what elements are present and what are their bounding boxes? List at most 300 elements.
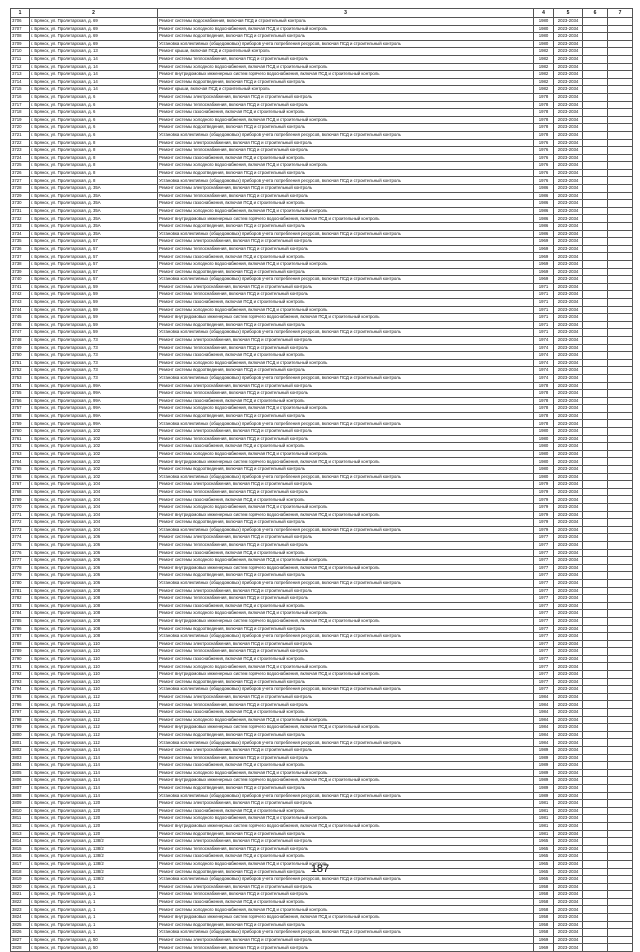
empty-cell: [608, 693, 633, 701]
row-number-cell: 3800: [11, 731, 30, 739]
address-cell: г. Брянск, ул. Пролетарская, д. 106: [30, 572, 158, 580]
period-cell: 2023-2034: [554, 769, 583, 777]
period-cell: 2023-2034: [554, 63, 583, 71]
period-cell: 2023-2034: [554, 838, 583, 846]
row-number-cell: 3818: [11, 868, 30, 876]
empty-cell: [583, 906, 608, 914]
year-cell: 1986: [534, 192, 554, 200]
work-type-cell: Ремонт системы теплоснабжения, включая ПСД и строительный контроль: [158, 192, 534, 200]
row-number-cell: 3746: [11, 321, 30, 329]
empty-cell: [583, 511, 608, 519]
work-type-cell: Ремонт системы холодного водоснабжения, включая ПСД и строительный контроль: [158, 716, 534, 724]
row-number-cell: 3733: [11, 223, 30, 231]
row-number-cell: 3767: [11, 481, 30, 489]
empty-cell: [608, 815, 633, 823]
work-type-cell: Ремонт системы водоотведения, включая ПСД и строительный контроль: [158, 33, 534, 41]
row-number-cell: 3790: [11, 655, 30, 663]
work-type-cell: Ремонт системы холодного водоснабжения, включая ПСД и строительный контроль: [158, 815, 534, 823]
table-row: [11, 245, 633, 253]
empty-cell: [608, 883, 633, 891]
period-cell: 2023-2034: [554, 101, 583, 109]
period-cell: 2023-2034: [554, 291, 583, 299]
col-1-header: 1: [11, 9, 30, 18]
empty-cell: [583, 169, 608, 177]
work-type-cell: Ремонт системы газоснабжения, включая ПСД и строительный контроль: [158, 443, 534, 451]
work-type-cell: Ремонт системы водоотведения, включая ПСД и строительный контроль: [158, 169, 534, 177]
row-number-cell: 3826: [11, 929, 30, 937]
table-row: [11, 815, 633, 823]
row-number-cell: 3777: [11, 557, 30, 565]
period-cell: 2023-2034: [554, 602, 583, 610]
table-row: [11, 777, 633, 785]
empty-cell: [583, 466, 608, 474]
empty-cell: [583, 435, 608, 443]
table-row: [11, 443, 633, 451]
row-number-cell: 3720: [11, 124, 30, 132]
address-cell: г. Брянск, ул. Пролетарская, д. 108: [30, 595, 158, 603]
year-cell: 1982: [534, 86, 554, 94]
empty-cell: [608, 253, 633, 261]
address-cell: г. Брянск, ул. Пролетарская, д. 35А: [30, 223, 158, 231]
address-cell: г. Брянск, ул. Пролетарская, д. 120: [30, 807, 158, 815]
empty-cell: [583, 929, 608, 937]
empty-cell: [608, 78, 633, 86]
empty-cell: [608, 481, 633, 489]
address-cell: г. Брянск, ул. Пролетарская, д. 8: [30, 177, 158, 185]
table-row: [11, 276, 633, 284]
empty-cell: [608, 534, 633, 542]
empty-cell: [583, 359, 608, 367]
empty-cell: [583, 648, 608, 656]
work-type-cell: Ремонт внутридомовых инженерных систем горячего водоснабжения, включая ПСД и строительный контроль: [158, 724, 534, 732]
table-row: [11, 610, 633, 618]
row-number-cell: 3799: [11, 724, 30, 732]
period-cell: 2023-2034: [554, 25, 583, 33]
empty-cell: [608, 762, 633, 770]
row-number-cell: 3822: [11, 898, 30, 906]
empty-cell: [608, 579, 633, 587]
table-row: [11, 807, 633, 815]
period-cell: 2023-2034: [554, 458, 583, 466]
year-cell: 1982: [534, 55, 554, 63]
table-row: [11, 238, 633, 246]
row-number-cell: 3809: [11, 800, 30, 808]
empty-cell: [608, 124, 633, 132]
row-number-cell: 3770: [11, 504, 30, 512]
row-number-cell: 3717: [11, 101, 30, 109]
table-row: [11, 572, 633, 580]
row-number-cell: 3779: [11, 572, 30, 580]
empty-cell: [608, 185, 633, 193]
address-cell: г. Брянск, ул. Пролетарская, д. 102: [30, 443, 158, 451]
work-type-cell: Ремонт системы теплоснабжения, включая ПСД и строительный контроль: [158, 245, 534, 253]
table-row: [11, 784, 633, 792]
work-type-cell: Ремонт системы газоснабжения, включая ПСД и строительный контроль: [158, 549, 534, 557]
address-cell: г. Брянск, ул. Пролетарская, д. 112: [30, 716, 158, 724]
empty-cell: [608, 731, 633, 739]
year-cell: 1986: [534, 215, 554, 223]
empty-cell: [583, 633, 608, 641]
empty-cell: [608, 86, 633, 94]
table-row: [11, 162, 633, 170]
period-cell: 2023-2034: [554, 200, 583, 208]
address-cell: г. Брянск, ул. Пролетарская, д. 73: [30, 367, 158, 375]
year-cell: 1974: [534, 367, 554, 375]
year-cell: 1976: [534, 162, 554, 170]
period-cell: 2023-2034: [554, 443, 583, 451]
empty-cell: [583, 253, 608, 261]
year-cell: 1978: [534, 412, 554, 420]
address-cell: г. Брянск, ул. Пролетарская, д. 120: [30, 822, 158, 830]
year-cell: 1986: [534, 185, 554, 193]
empty-cell: [583, 534, 608, 542]
empty-cell: [583, 344, 608, 352]
empty-cell: [583, 747, 608, 755]
row-number-cell: 3808: [11, 792, 30, 800]
empty-cell: [608, 109, 633, 117]
table-row: [11, 914, 633, 922]
work-type-cell: Ремонт системы электроснабжения, включая ПСД и строительный контроль: [158, 238, 534, 246]
empty-cell: [583, 595, 608, 603]
work-type-cell: Ремонт системы водоотведения, включая ПСД и строительный контроль: [158, 868, 534, 876]
empty-cell: [583, 412, 608, 420]
work-type-cell: Ремонт системы холодного водоснабжения, включая ПСД и строительный контроль: [158, 261, 534, 269]
empty-cell: [608, 352, 633, 360]
table-row: [11, 686, 633, 694]
empty-cell: [608, 617, 633, 625]
empty-cell: [583, 276, 608, 284]
table-row: [11, 109, 633, 117]
empty-cell: [608, 238, 633, 246]
period-cell: 2023-2034: [554, 207, 583, 215]
empty-cell: [583, 754, 608, 762]
year-cell: 1977: [534, 564, 554, 572]
row-number-cell: 3825: [11, 921, 30, 929]
table-row: [11, 511, 633, 519]
work-type-cell: Ремонт системы холодного водоснабжения, включая ПСД и строительный контроль: [158, 405, 534, 413]
period-cell: 2023-2034: [554, 367, 583, 375]
period-cell: 2023-2034: [554, 253, 583, 261]
address-cell: г. Брянск, ул. Пролетарская, д. 69: [30, 18, 158, 26]
row-number-cell: 3732: [11, 215, 30, 223]
work-type-cell: Ремонт системы водоотведения, включая ПСД и строительный контроль: [158, 784, 534, 792]
empty-cell: [583, 716, 608, 724]
period-cell: 2023-2034: [554, 154, 583, 162]
empty-cell: [608, 496, 633, 504]
work-type-cell: Ремонт системы теплоснабжения, включая ПСД и строительный контроль: [158, 845, 534, 853]
row-number-cell: 3756: [11, 397, 30, 405]
period-cell: 2023-2034: [554, 420, 583, 428]
empty-cell: [608, 891, 633, 899]
period-cell: 2023-2034: [554, 215, 583, 223]
empty-cell: [608, 716, 633, 724]
table-row: [11, 71, 633, 79]
empty-cell: [608, 298, 633, 306]
work-type-cell: Ремонт системы электроснабжения, включая ПСД и строительный контроль: [158, 936, 534, 944]
year-cell: 1977: [534, 686, 554, 694]
period-cell: 2023-2034: [554, 686, 583, 694]
table-row: [11, 359, 633, 367]
work-type-cell: Установка коллективных (общедомовых) приборов учета потребления ресурсов, включая ПСД и строительный контроль: [158, 792, 534, 800]
row-number-cell: 3806: [11, 777, 30, 785]
work-type-cell: Ремонт внутридомовых инженерных систем горячего водоснабжения, включая ПСД и строительный контроль: [158, 71, 534, 79]
period-cell: 2023-2034: [554, 549, 583, 557]
empty-cell: [608, 139, 633, 147]
empty-cell: [608, 549, 633, 557]
empty-cell: [583, 640, 608, 648]
address-cell: г. Брянск, ул. Пролетарская, д. 73: [30, 344, 158, 352]
year-cell: 1984: [534, 693, 554, 701]
work-type-cell: Ремонт системы холодного водоснабжения, включая ПСД и строительный контроль: [158, 557, 534, 565]
year-cell: 1969: [534, 238, 554, 246]
year-cell: 1989: [534, 754, 554, 762]
empty-cell: [608, 162, 633, 170]
address-cell: г. Брянск, ул. Пролетарская, д. 1: [30, 906, 158, 914]
period-cell: 2023-2034: [554, 230, 583, 238]
empty-cell: [583, 564, 608, 572]
work-type-cell: Установка коллективных (общедомовых) приборов учета потребления ресурсов, включая ПСД и строительный контроль: [158, 131, 534, 139]
address-cell: г. Брянск, ул. Пролетарская, д. 6: [30, 116, 158, 124]
row-number-cell: 3792: [11, 671, 30, 679]
work-type-cell: Ремонт крыши, включая ПСД и строительный контроль: [158, 48, 534, 56]
year-cell: 1965: [534, 853, 554, 861]
work-type-cell: Ремонт системы электроснабжения, включая ПСД и строительный контроль: [158, 587, 534, 595]
period-cell: 2023-2034: [554, 268, 583, 276]
table-row: [11, 223, 633, 231]
empty-cell: [583, 504, 608, 512]
table-row: [11, 473, 633, 481]
address-cell: г. Брянск, ул. Пролетарская, д. 6: [30, 131, 158, 139]
work-type-cell: Ремонт системы теплоснабжения, включая ПСД и строительный контроль: [158, 595, 534, 603]
period-cell: 2023-2034: [554, 109, 583, 117]
work-type-cell: Установка коллективных (общедомовых) приборов учета потребления ресурсов, включая ПСД и строительный контроль: [158, 374, 534, 382]
table-row: [11, 663, 633, 671]
row-number-cell: 3743: [11, 298, 30, 306]
empty-cell: [583, 488, 608, 496]
year-cell: 1974: [534, 359, 554, 367]
empty-cell: [583, 838, 608, 846]
period-cell: 2023-2034: [554, 298, 583, 306]
year-cell: 1986: [534, 207, 554, 215]
row-number-cell: 3789: [11, 648, 30, 656]
row-number-cell: 3784: [11, 610, 30, 618]
empty-cell: [608, 177, 633, 185]
empty-cell: [608, 314, 633, 322]
work-type-cell: Ремонт системы холодного водоснабжения, включая ПСД и строительный контроль: [158, 663, 534, 671]
address-cell: г. Брянск, ул. Пролетарская, д. 110: [30, 671, 158, 679]
period-cell: 2023-2034: [554, 382, 583, 390]
row-number-cell: 3763: [11, 450, 30, 458]
period-cell: 2023-2034: [554, 579, 583, 587]
table-row: [11, 466, 633, 474]
year-cell: 1969: [534, 253, 554, 261]
work-type-cell: Ремонт системы холодного водоснабжения, включая ПСД и строительный контроль: [158, 63, 534, 71]
empty-cell: [583, 724, 608, 732]
period-cell: 2023-2034: [554, 116, 583, 124]
empty-cell: [583, 291, 608, 299]
empty-cell: [608, 511, 633, 519]
table-row: [11, 541, 633, 549]
year-cell: 1986: [534, 223, 554, 231]
work-type-cell: Ремонт системы электроснабжения, включая ПСД и строительный контроль: [158, 336, 534, 344]
work-type-cell: Ремонт системы электроснабжения, включая ПСД и строительный контроль: [158, 139, 534, 147]
row-number-cell: 3735: [11, 238, 30, 246]
work-type-cell: Установка коллективных (общедомовых) приборов учета потребления ресурсов, включая ПСД и строительный контроль: [158, 876, 534, 884]
address-cell: г. Брянск, ул. Пролетарская, д. 104: [30, 526, 158, 534]
work-type-cell: Ремонт внутридомовых инженерных систем горячего водоснабжения, включая ПСД и строительный контроль: [158, 511, 534, 519]
period-cell: 2023-2034: [554, 519, 583, 527]
address-cell: г. Брянск, ул. Пролетарская, д. 73: [30, 374, 158, 382]
address-cell: г. Брянск, ул. Пролетарская, д. 57: [30, 276, 158, 284]
table-row: [11, 883, 633, 891]
work-type-cell: Ремонт системы теплоснабжения, включая ПСД и строительный контроль: [158, 344, 534, 352]
period-cell: 2023-2034: [554, 306, 583, 314]
empty-cell: [583, 329, 608, 337]
row-number-cell: 3803: [11, 754, 30, 762]
period-cell: 2023-2034: [554, 40, 583, 48]
work-type-cell: Ремонт системы водоснабжения, включая ПСД и строительный контроль: [158, 18, 534, 26]
empty-cell: [583, 238, 608, 246]
address-cell: г. Брянск, ул. Пролетарская, д. 106: [30, 549, 158, 557]
address-cell: г. Брянск, ул. Пролетарская, д. 110: [30, 663, 158, 671]
table-row: [11, 655, 633, 663]
row-number-cell: 3827: [11, 936, 30, 944]
empty-cell: [583, 428, 608, 436]
work-type-cell: Ремонт системы теплоснабжения, включая ПСД и строительный контроль: [158, 101, 534, 109]
period-cell: 2023-2034: [554, 800, 583, 808]
row-number-cell: 3795: [11, 693, 30, 701]
table-row: [11, 458, 633, 466]
period-cell: 2023-2034: [554, 192, 583, 200]
table-row: [11, 139, 633, 147]
empty-cell: [583, 109, 608, 117]
repair-table: [10, 8, 633, 952]
empty-cell: [608, 587, 633, 595]
table-row: [11, 488, 633, 496]
work-type-cell: Ремонт системы электроснабжения, включая ПСД и строительный контроль: [158, 693, 534, 701]
address-cell: г. Брянск, ул. Пролетарская, д. 106: [30, 541, 158, 549]
empty-cell: [583, 63, 608, 71]
period-cell: 2023-2034: [554, 678, 583, 686]
work-type-cell: Установка коллективных (общедомовых) приборов учета потребления ресурсов, включая ПСД и строительный контроль: [158, 473, 534, 481]
empty-cell: [583, 731, 608, 739]
empty-cell: [608, 541, 633, 549]
table-row: [11, 671, 633, 679]
period-cell: 2023-2034: [554, 473, 583, 481]
work-type-cell: Ремонт системы водоотведения, включая ПСД и строительный контроль: [158, 731, 534, 739]
empty-cell: [608, 93, 633, 101]
year-cell: 1979: [534, 504, 554, 512]
year-cell: 1980: [534, 33, 554, 41]
row-number-cell: 3771: [11, 511, 30, 519]
address-cell: г. Брянск, ул. Пролетарская, д. 59: [30, 329, 158, 337]
empty-cell: [608, 678, 633, 686]
year-cell: 1974: [534, 344, 554, 352]
table-row: [11, 25, 633, 33]
year-cell: 1974: [534, 336, 554, 344]
address-cell: г. Брянск, ул. Пролетарская, д. 57: [30, 253, 158, 261]
year-cell: 1965: [534, 860, 554, 868]
address-cell: г. Брянск, ул. Пролетарская, д. 1: [30, 929, 158, 937]
empty-cell: [608, 686, 633, 694]
work-type-cell: Ремонт внутридомовых инженерных систем горячего водоснабжения, включая ПСД и строительный контроль: [158, 314, 534, 322]
empty-cell: [608, 18, 633, 26]
address-cell: г. Брянск, ул. Пролетарская, д. 57: [30, 245, 158, 253]
address-cell: г. Брянск, ул. Пролетарская, д. 59: [30, 298, 158, 306]
row-number-cell: 3724: [11, 154, 30, 162]
row-number-cell: 3760: [11, 428, 30, 436]
table-row: [11, 921, 633, 929]
work-type-cell: Ремонт системы холодного водоснабжения, включая ПСД и строительный контроль: [158, 450, 534, 458]
empty-cell: [608, 382, 633, 390]
period-cell: 2023-2034: [554, 640, 583, 648]
period-cell: 2023-2034: [554, 701, 583, 709]
register-sheet: [10, 8, 632, 952]
empty-cell: [608, 838, 633, 846]
empty-cell: [583, 268, 608, 276]
year-cell: 1971: [534, 329, 554, 337]
year-cell: 1984: [534, 739, 554, 747]
empty-cell: [583, 458, 608, 466]
empty-cell: [583, 450, 608, 458]
year-cell: 1978: [534, 109, 554, 117]
period-cell: 2023-2034: [554, 625, 583, 633]
year-cell: 1969: [534, 268, 554, 276]
empty-cell: [583, 557, 608, 565]
row-number-cell: 3812: [11, 822, 30, 830]
empty-cell: [608, 595, 633, 603]
table-row: [11, 192, 633, 200]
work-type-cell: Ремонт системы водоотведения, включая ПСД и строительный контроль: [158, 367, 534, 375]
table-row: [11, 33, 633, 41]
period-cell: 2023-2034: [554, 55, 583, 63]
empty-cell: [583, 655, 608, 663]
year-cell: 1958: [534, 929, 554, 937]
address-cell: г. Брянск, ул. Пролетарская, д. 104: [30, 488, 158, 496]
empty-cell: [608, 458, 633, 466]
period-cell: 2023-2034: [554, 397, 583, 405]
row-number-cell: 3773: [11, 526, 30, 534]
work-type-cell: Ремонт системы водоотведения, включая ПСД и строительный контроль: [158, 830, 534, 838]
row-number-cell: 3785: [11, 617, 30, 625]
period-cell: 2023-2034: [554, 336, 583, 344]
row-number-cell: 3737: [11, 253, 30, 261]
year-cell: 1980: [534, 458, 554, 466]
row-number-cell: 3805: [11, 769, 30, 777]
empty-cell: [583, 830, 608, 838]
year-cell: 1982: [534, 48, 554, 56]
address-cell: г. Брянск, ул. Пролетарская, д. 99А: [30, 412, 158, 420]
year-cell: 1989: [534, 747, 554, 755]
page-number: 187: [310, 863, 330, 875]
year-cell: 1976: [534, 177, 554, 185]
row-number-cell: 3754: [11, 382, 30, 390]
table-row: [11, 291, 633, 299]
year-cell: 1981: [534, 815, 554, 823]
row-number-cell: 3722: [11, 139, 30, 147]
address-cell: г. Брянск, ул. Пролетарская, д. 138/2: [30, 845, 158, 853]
period-cell: 2023-2034: [554, 359, 583, 367]
empty-cell: [583, 321, 608, 329]
address-cell: г. Брянск, ул. Пролетарская, д. 8: [30, 154, 158, 162]
work-type-cell: Ремонт системы водоотведения, включая ПСД и строительный контроль: [158, 625, 534, 633]
period-cell: 2023-2034: [554, 564, 583, 572]
year-cell: 1969: [534, 944, 554, 952]
empty-cell: [583, 602, 608, 610]
period-cell: 2023-2034: [554, 504, 583, 512]
work-type-cell: Ремонт системы холодного водоснабжения, включая ПСД и строительный контроль: [158, 860, 534, 868]
col-2-header: 2: [30, 9, 158, 18]
